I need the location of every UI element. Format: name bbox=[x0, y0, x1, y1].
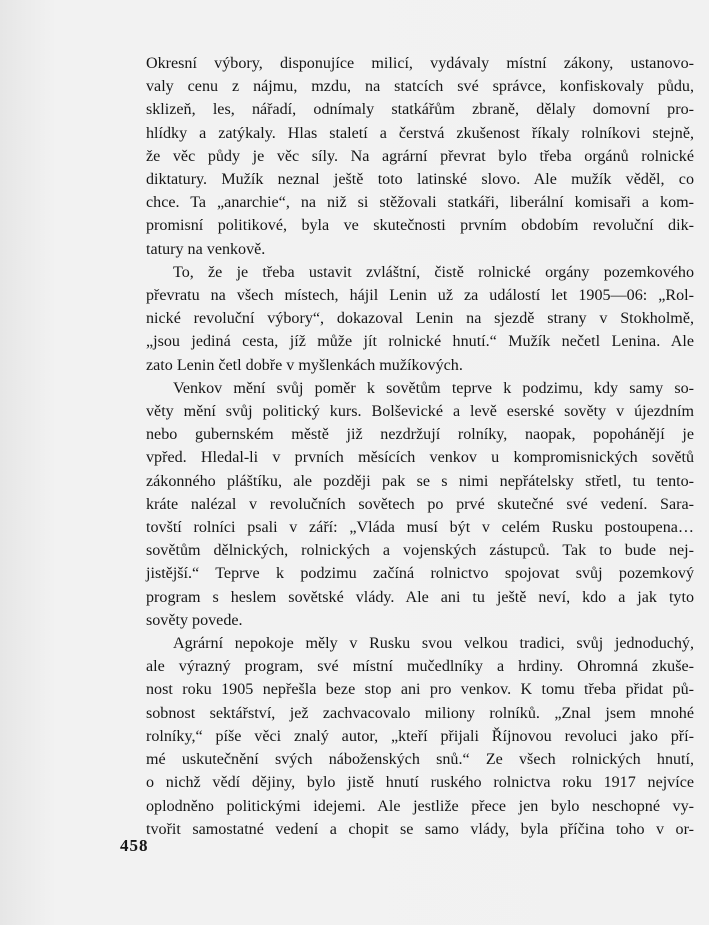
text-line: jistější.“ Teprve k podzimu začíná rolnictvo spojovat svůj pozemkový bbox=[146, 565, 694, 583]
text-line: věty mění svůj politický kurs. Bolševické a levě eserské sověty v újezdním bbox=[146, 403, 694, 421]
text-line: převratu na všech místech, hájil Lenin už za událostí let 1905—06: „Rol- bbox=[146, 287, 694, 305]
text-line: promisní politikové, byla ve skutečnosti prvním obdobím revoluční dik- bbox=[146, 217, 694, 235]
text-line: vpřed. Hledal-li v prvních měsících venkov u kompromisnických sovětů bbox=[146, 449, 694, 467]
text-line: program s heslem sovětské vlády. Ale ani tu ještě neví, kdo a jak tyto bbox=[146, 588, 694, 606]
text-line: valy cenu z nájmu, mzdu, na statcích své správce, konfiskovaly půdu, bbox=[146, 78, 694, 96]
text-line: hlídky a zatýkaly. Hlas staletí a čerstvá zkušenost říkaly rolníkovi stejně, bbox=[146, 124, 694, 142]
text-line: tvořit samostatné vedení a chopit se samo vlády, byla příčina toho v or- bbox=[146, 820, 694, 838]
text-line: diktatury. Mužík neznal ještě toto latinské slovo. Ale mužík věděl, co bbox=[146, 171, 694, 189]
text-line: tovští rolníci psali v září: „Vláda musí být v celém Rusku postoupena… bbox=[146, 519, 694, 537]
text-line: „jsou jediná cesta, jíž může jít rolnické hnutí.“ Mužík nečetl Lenina. Ale bbox=[146, 333, 694, 351]
text-line: oplodněno politickými idejemi. Ale jestliže přece jen bylo neschopné vy- bbox=[146, 797, 694, 815]
text-line: nebo gubernském městě již nezdržují rolníky, naopak, popohánějí je bbox=[146, 426, 694, 444]
paragraph-4 bbox=[146, 632, 694, 841]
text-line: mé uskutečnění svých náboženských snů.“ Ze všech rolnických hnutí, bbox=[146, 751, 694, 769]
text-line: o nichž vědí dějiny, bylo jistě hnutí ruského rolnictva roku 1917 nejvíce bbox=[146, 774, 694, 792]
body-text bbox=[146, 52, 694, 841]
text-line: chce. Ta „anarchie“, na niž si stěžovali statkáři, liberální komisaři a kom- bbox=[146, 194, 694, 212]
text-line: nické revoluční výbory“, dokazoval Lenin na sjezdě strany v Stokholmě, bbox=[146, 310, 694, 328]
text-line: tatury na venkově. bbox=[146, 240, 266, 258]
text-line: ale výrazný program, své místní mučedlníky a hrdiny. Ohromná zkuše- bbox=[146, 658, 694, 676]
text-line: Okresní výbory, disponujíce milicí, vydávaly místní zákony, ustanovo- bbox=[146, 55, 694, 72]
text-line: že věc půdy je věc síly. Na agrární převrat bylo třeba orgánů rolnické bbox=[146, 147, 694, 165]
text-line: sklizeň, les, nářadí, odnímaly statkářům zbraně, dělaly domovní pro- bbox=[146, 101, 694, 119]
text-line: nost roku 1905 nepřešla beze stop ani pro venkov. K tomu třeba přidat pů- bbox=[146, 681, 694, 699]
text-line: sobnost sektářství, jež zachvacovalo miliony rolníků. „Znal jsem mnohé bbox=[146, 704, 694, 722]
text-line: kráte nalézal v revolučních sovětech po prvé skutečné své vedení. Sara- bbox=[146, 495, 694, 513]
paragraph-2 bbox=[146, 261, 694, 377]
text-line: To, že je třeba ustavit zvláštní, čistě rolnické orgány pozemkového bbox=[173, 263, 694, 281]
page-number: 458 bbox=[120, 836, 149, 855]
paragraph-3 bbox=[146, 377, 694, 632]
text-line: sověty povede. bbox=[146, 611, 243, 629]
text-line: Venkov mění svůj poměr k sovětům teprve k podzimu, kdy samy so- bbox=[173, 379, 694, 397]
text-line: rolníky,“ píše věci znalý autor, „kteří přijali Říjnovou revoluci jako pří- bbox=[146, 727, 694, 745]
text-line: Agrární nepokoje měly v Rusku svou velkou tradici, svůj jednoduchý, bbox=[173, 635, 694, 653]
text-line: zákonného pláštíku, ale později pak se s nimi nepřátelsky střetl, tu tento- bbox=[146, 472, 694, 490]
text-line: zato Lenin četl dobře v myšlenkách mužíkových. bbox=[146, 356, 463, 374]
text-line: sovětům dělnických, rolnických a vojenských zástupců. Tak to bude nej- bbox=[146, 542, 694, 560]
paragraph-1 bbox=[146, 52, 694, 261]
